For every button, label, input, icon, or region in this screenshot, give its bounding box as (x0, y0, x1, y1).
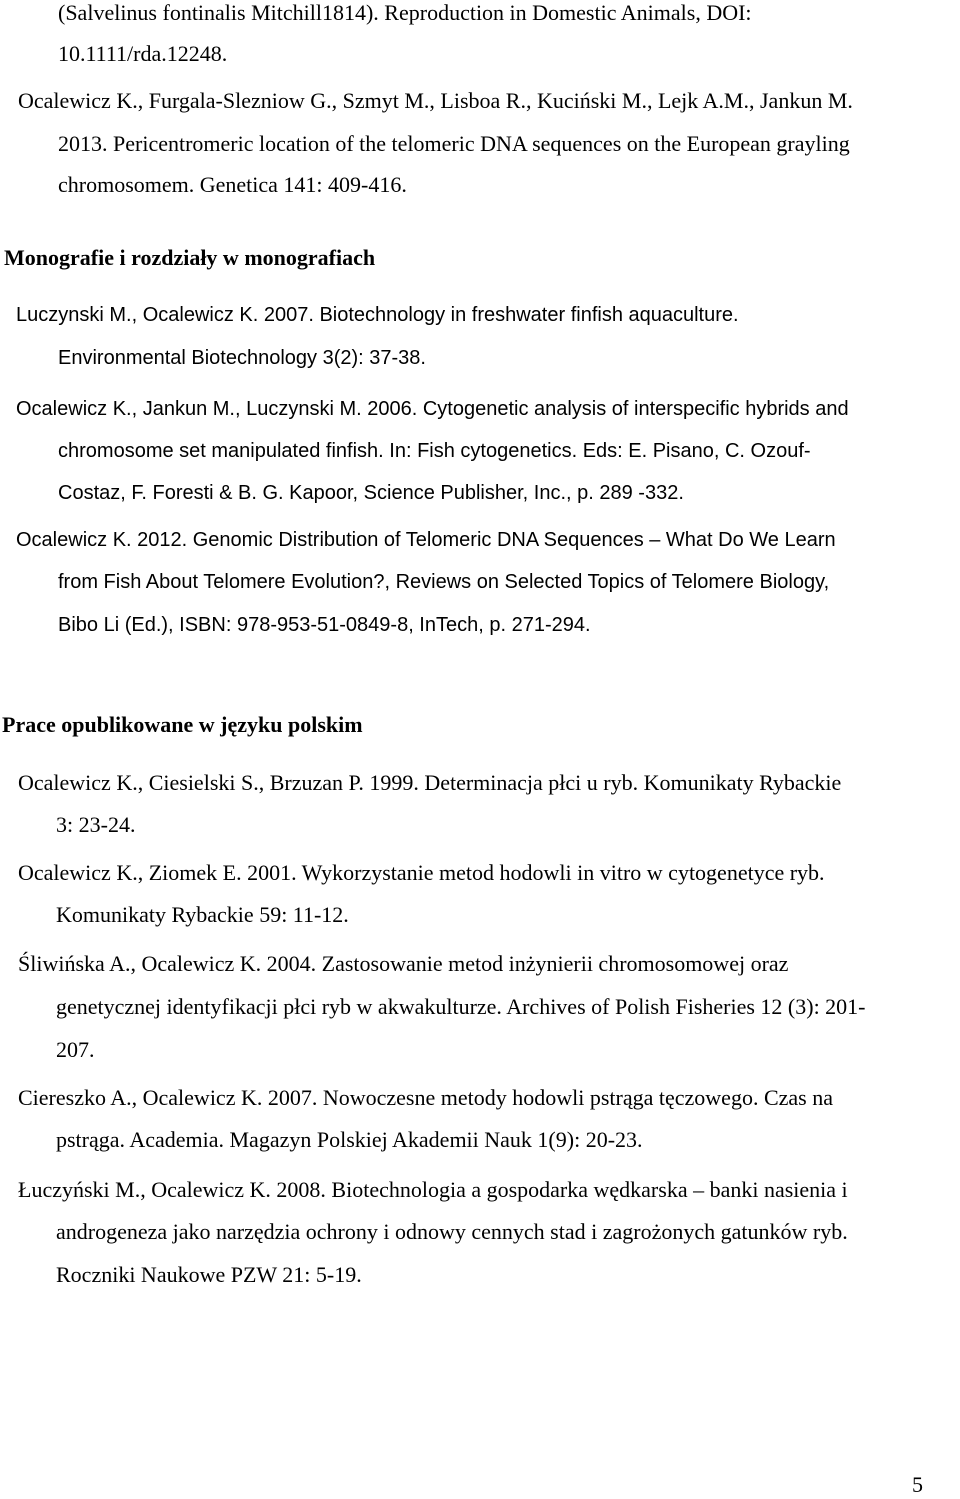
reference-line: Komunikaty Rybackie 59: 11-12. (56, 902, 349, 927)
reference-line: Costaz, F. Foresti & B. G. Kapoor, Science Publisher, Inc., p. 289 -332. (58, 482, 684, 504)
reference-line: Luczynski M., Ocalewicz K. 2007. Biotechnology in freshwater finfish aquaculture. (16, 304, 739, 326)
section-heading: Monografie i rozdziały w monografiach (4, 245, 376, 270)
reference-line: (Salvelinus fontinalis Mitchill1814). Reproduction in Domestic Animals, DOI: (58, 0, 752, 25)
reference-line: 3: 23-24. (56, 812, 136, 837)
reference-line: Ocalewicz K., Jankun M., Luczynski M. 2006. Cytogenetic analysis of interspecific hybrids and (16, 398, 849, 420)
reference-line: Ocalewicz K. 2012. Genomic Distribution of Telomeric DNA Sequences – What Do We Learn (16, 529, 836, 551)
reference-line: androgeneza jako narzędzia ochrony i odnowy cennych stad i zagrożonych gatunków ryb. (56, 1219, 848, 1244)
reference-line: Ocalewicz K., Ciesielski S., Brzuzan P. 1999. Determinacja płci u ryb. Komunikaty Rybackie (18, 770, 842, 795)
reference-line: Śliwińska A., Ocalewicz K. 2004. Zastosowanie metod inżynierii chromosomowej oraz (18, 951, 789, 976)
reference-line: pstrąga. Academia. Magazyn Polskiej Akademii Nauk 1(9): 20-23. (56, 1127, 643, 1152)
reference-line: 10.1111/rda.12248. (58, 41, 228, 66)
page-number: 5 (912, 1472, 923, 1497)
reference-line: Ciereszko A., Ocalewicz K. 2007. Nowoczesne metody hodowli pstrąga tęczowego. Czas na (18, 1085, 833, 1110)
reference-line: Roczniki Naukowe PZW 21: 5-19. (56, 1262, 362, 1287)
reference-line: 207. (56, 1037, 95, 1062)
reference-line: Łuczyński M., Ocalewicz K. 2008. Biotechnologia a gospodarka wędkarska – banki nasienia i (18, 1177, 848, 1202)
reference-line: chromosome set manipulated finfish. In: Fish cytogenetics. Eds: E. Pisano, C. Ozouf- (58, 440, 811, 462)
reference-line: chromosomem. Genetica 141: 409-416. (58, 172, 407, 197)
reference-line: Bibo Li (Ed.), ISBN: 978-953-51-0849-8, InTech, p. 271-294. (58, 614, 591, 636)
reference-line: Environmental Biotechnology 3(2): 37-38. (58, 347, 426, 369)
reference-line: genetycznej identyfikacji płci ryb w akwakulturze. Archives of Polish Fisheries 12 (3): 201- (56, 994, 866, 1019)
reference-line: Ocalewicz K., Ziomek E. 2001. Wykorzystanie metod hodowli in vitro w cytogenetyce ryb. (18, 860, 825, 885)
reference-line: Ocalewicz K., Furgala-Slezniow G., Szmyt M., Lisboa R., Kuciński M., Lejk A.M., Jankun M. (18, 88, 853, 113)
section-heading: Prace opublikowane w języku polskim (2, 712, 363, 737)
reference-line: 2013. Pericentromeric location of the telomeric DNA sequences on the European grayling (58, 131, 850, 156)
reference-line: from Fish About Telomere Evolution?, Reviews on Selected Topics of Telomere Biology, (58, 571, 830, 593)
